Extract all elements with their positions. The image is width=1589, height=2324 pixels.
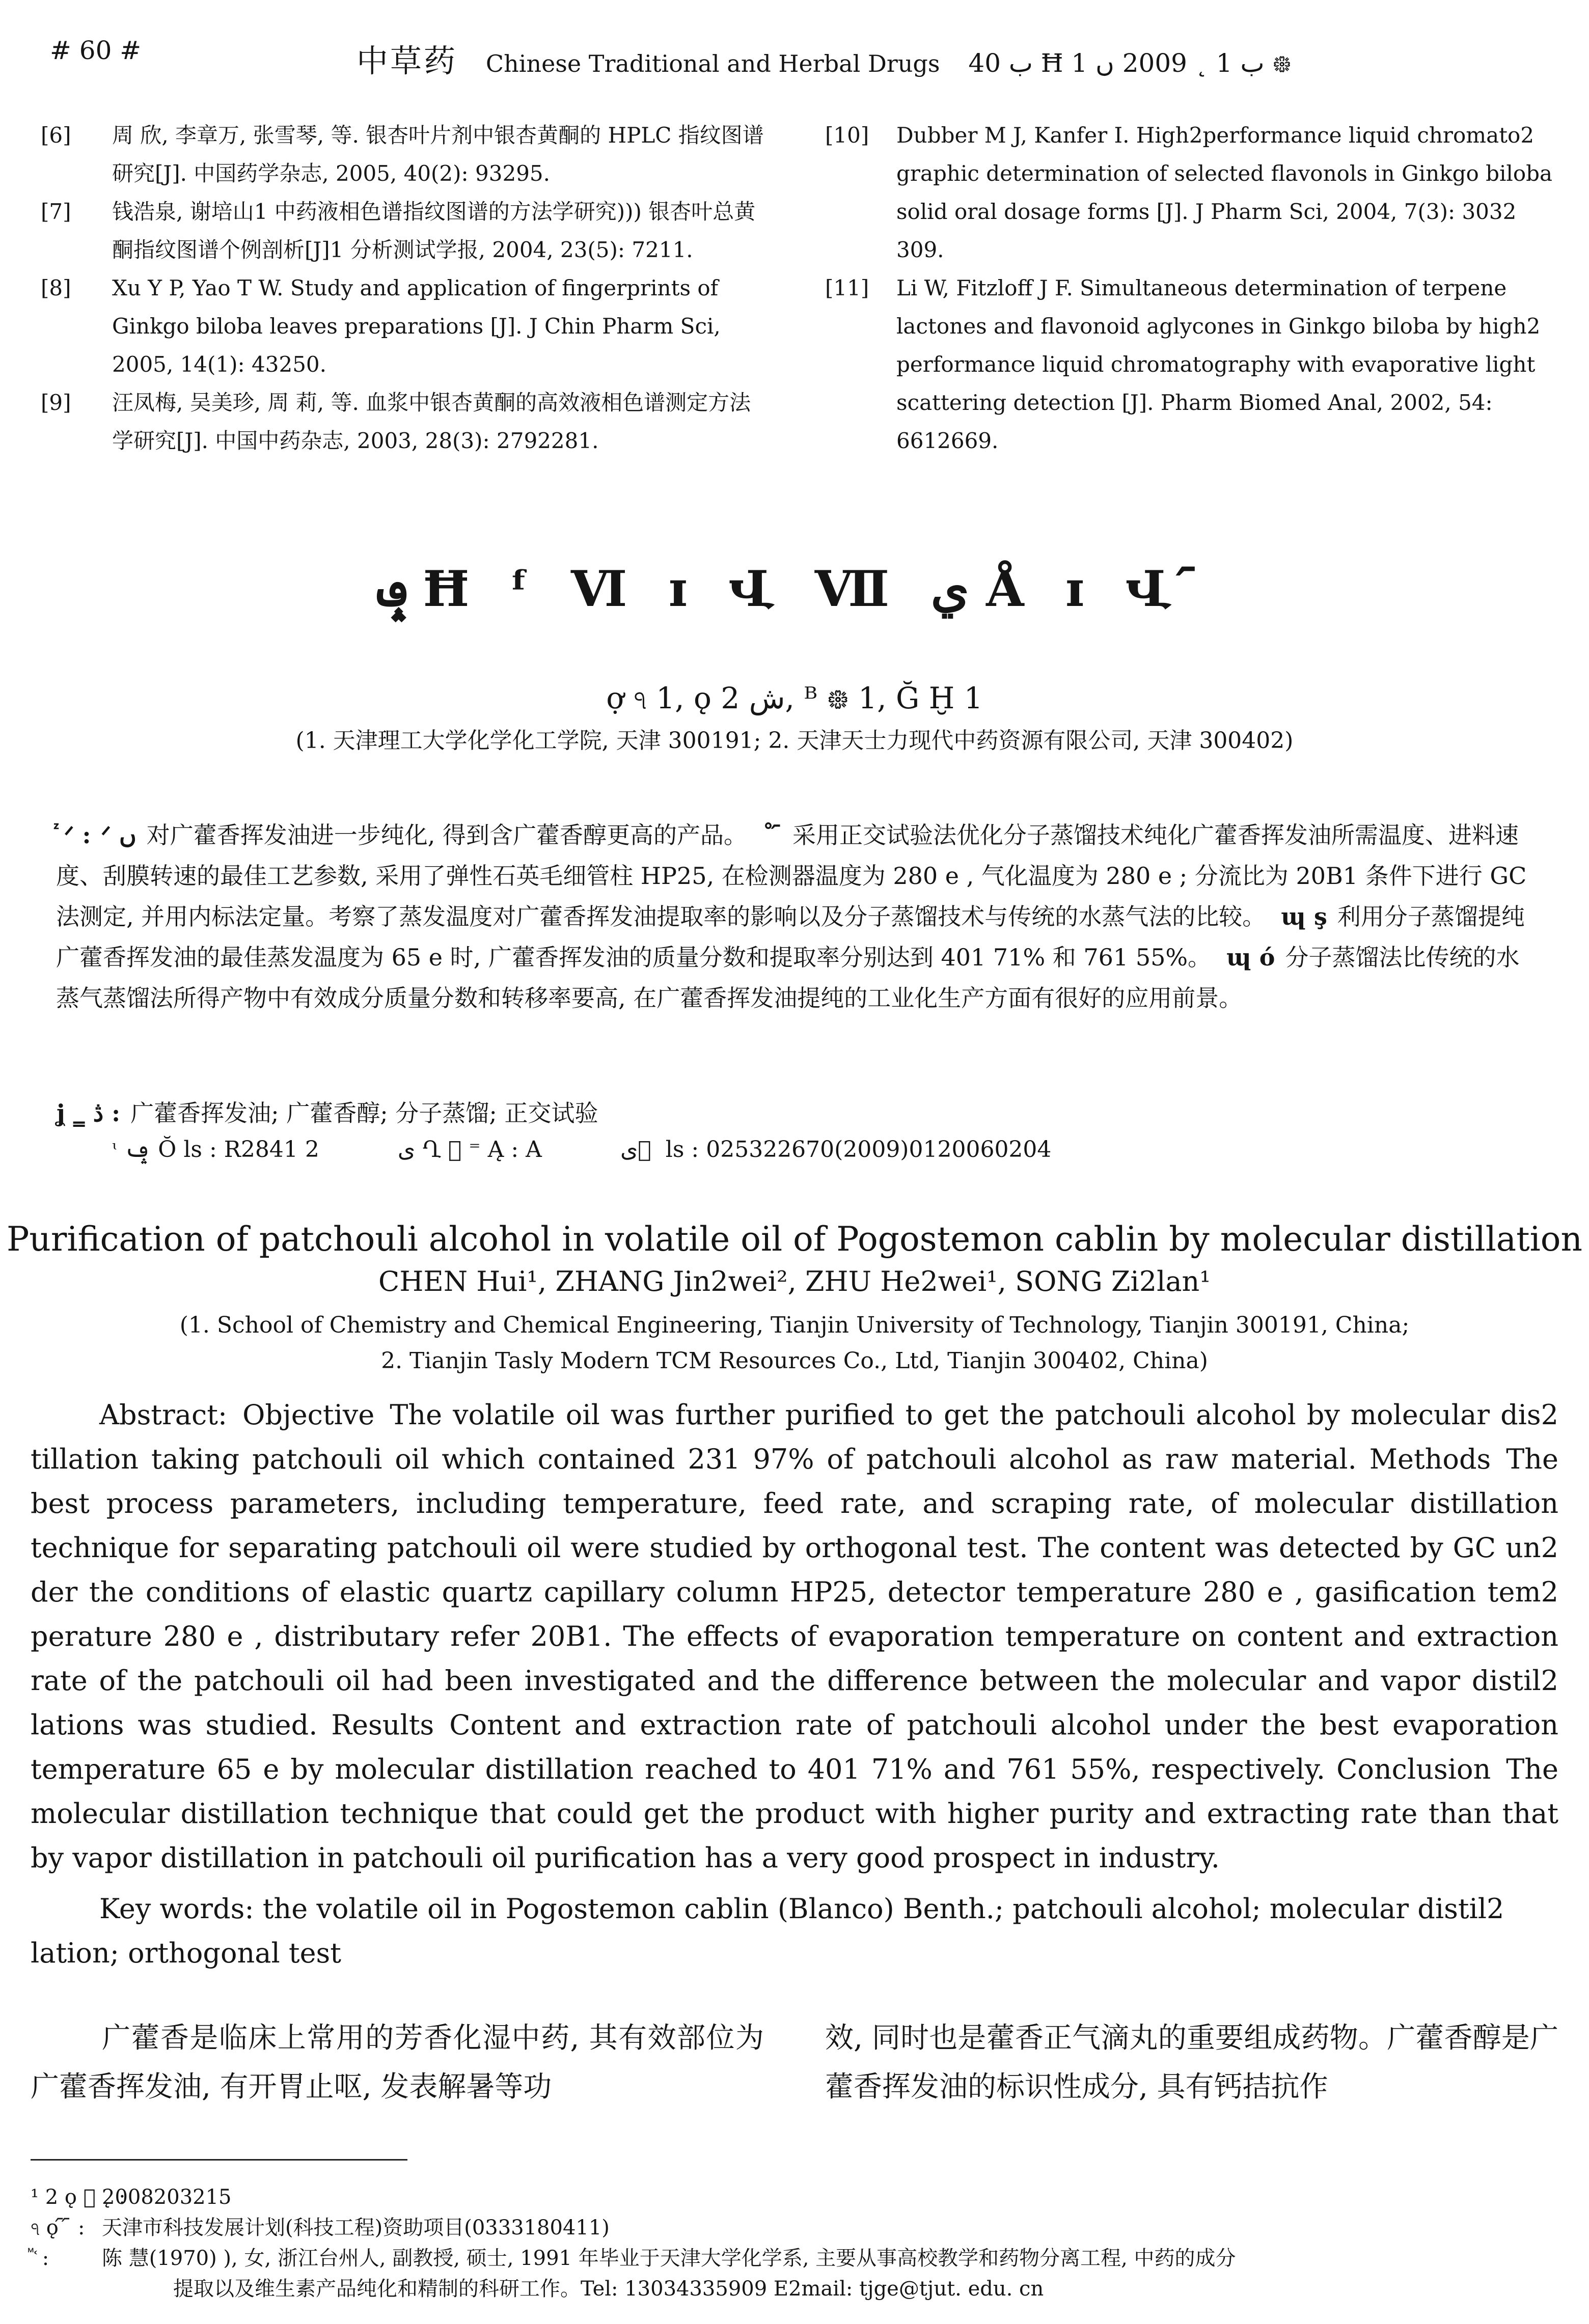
body-text-left: 广藿香是临床上常用的芳香化湿中药, 其有效部位为广藿香挥发油, 有开胃止呕, 发表解暑等功 xyxy=(31,2022,764,2104)
abstract-cn xyxy=(56,815,1533,1018)
reference-item xyxy=(825,269,1561,460)
fund-label: ঀ ǫ ᷇ ᷇ : xyxy=(31,2216,85,2239)
footnote-divider xyxy=(31,2159,407,2161)
reference-text: 汪凤梅, 吴美珍, 周 莉, 等. 血浆中银杏黄酮的高效液相色谱测定方法学研究[J]. 中国中药杂志, 2003, 28(3): 2792281. xyxy=(112,390,751,453)
keywords-label-en: Key words: xyxy=(99,1893,254,1925)
reference-number: [8] xyxy=(41,275,71,300)
reference-item xyxy=(41,383,769,460)
affiliation-en-line: (1. School of Chemistry and Chemical Engineering, Tianjin University of Technology, Tianjin 300191, China; xyxy=(179,1312,1410,1338)
conclusion-text-en: The molecular distillation technique that could get the product with higher purity and extracting rate than that by vapor distillation in patchouli oil purification has a very good prospect in industry. xyxy=(31,1753,1559,1874)
references-left-column xyxy=(41,116,769,460)
abstract-label: ᷦ ᐟ : xyxy=(56,821,91,849)
article-title-en: Purification of patchouli alcohol in volatile oil of Pogostemon cablin by molecular distillation xyxy=(6,1220,1583,1259)
reference-number: [6] xyxy=(41,123,71,148)
abstract-label-en: Abstract: xyxy=(99,1399,228,1431)
article-title-cn: ݡ Ħ ᶠ Ⅵ ɪ Վ Ⅶ ي Å ɪ Վ ᷇ xyxy=(377,560,1212,618)
keywords-en xyxy=(31,1887,1558,1975)
article-id: ى ⃞ ls : 025322670(2009)0120060204 xyxy=(620,1137,1052,1163)
footnote-fund xyxy=(31,2212,1558,2243)
affiliation-en-line: 2. Tianjin Tasly Modern TCM Resources Co., Ltd, Tianjin 300402, China) xyxy=(381,1348,1208,1374)
page-number: # 60 # xyxy=(50,36,142,65)
footnotes xyxy=(31,2182,1558,2304)
reference-text: Xu Y P, Yao T W. Study and application of fingerprints of Ginkgo biloba leaves preparations [J]. J Chin Pharm Sci, 2005, 14(1): 43250. xyxy=(112,275,721,377)
methods-text-en: The best process parameters, including temperature, feed rate, and scraping rate, of molecular distillation technique for separating patchouli oil were studied by orthogonal test. The content was detected by GC un2 der the conditions of elastic quartz capillary column HP25, detector temperature 280 e , gasification tem2 perature 280 e , distributary refer 20B1. The effects of evaporation temperature on content and extraction rate of the patchouli oil had been investigated and the difference between the molecular and vapor distil2 lations was studied. xyxy=(31,1443,1558,1741)
results-label-en: Results xyxy=(331,1709,434,1741)
references-right-column xyxy=(825,116,1561,460)
keywords-cn xyxy=(56,1095,1533,1128)
fund-text: 天津市科技发展计划(科技工程)资助项目(0333180411) xyxy=(102,2216,610,2239)
keywords-label: ʝ ‗ ڎ : xyxy=(56,1099,121,1127)
reference-text: 钱浩泉, 谢培山1 中药液相色谱指纹图谱的方法学研究))) 银杏叶总黄酮指纹图谱个例剖析[J]1 分析测试学报, 2004, 23(5): 7211. xyxy=(112,199,756,262)
reference-text: Li W, Fitzloff J F. Simultaneous determination of terpene lactones and flavonoid aglycones in Ginkgo biloba by high2 performance liquid chromatography with evaporative light scattering detection [J]. Pharm Biomed Anal, 2002, 54: 6612669. xyxy=(896,275,1541,453)
journal-name-en: Chinese Traditional and Herbal Drugs xyxy=(485,50,940,77)
reference-number: [7] xyxy=(41,199,71,224)
objective-text: 对广藿香挥发油进一步纯化, 得到含广藿香醇更高的产品。 xyxy=(146,821,748,849)
received-date: 2008203215 xyxy=(102,2185,232,2209)
reference-number: [9] xyxy=(41,390,71,415)
reference-item xyxy=(41,269,769,383)
author-list-en: CHEN Hui¹, ZHANG Jin2wei², ZHU He2wei¹, SONG Zi2lan¹ xyxy=(378,1265,1211,1297)
abstract-en xyxy=(31,1393,1558,1880)
clc-number: ᶥ ݡ Ŏ ls : R2841 2 xyxy=(112,1137,319,1163)
keywords-text: 广藿香挥发油; 广藿香醇; 分子蒸馏; 正交试验 xyxy=(130,1099,598,1127)
reference-item xyxy=(825,116,1561,269)
reference-text: Dubber M J, Kanfer I. High2performance liquid chromato2 graphic determination of selected flavonols in Ginkgo biloba solid oral dosage forms [J]. J Pharm Sci, 2004, 7(3): 3032 309. xyxy=(896,123,1553,262)
reference-item xyxy=(41,116,769,192)
journal-name-cn: 中草药 xyxy=(357,42,458,79)
classification-line xyxy=(112,1137,1538,1163)
volume-issue: ب 40 Ħ ب 1 ˛ 2009 ں 1 ᪥ xyxy=(968,48,1292,78)
footnote-author xyxy=(31,2243,1558,2274)
conclusion-text: 分子蒸馏法比传统的水蒸气蒸馏法所得产物中有效成分质量分数和转移率要高, 在广藿香挥发油提纯的工业化生产方面有很好的应用前景。 xyxy=(56,944,1520,1012)
affiliation-cn: (1. 天津理工大学化学化工学院, 天津 300191; 2. 天津天士力现代中药资源有限公司, 天津 300402) xyxy=(295,728,1294,754)
objective-text-en: The volatile oil was further purified to get the patchouli alcohol by molecular dis2 tillation taking patchouli oil which contained 231 97% of patchouli alcohol as raw material. xyxy=(31,1399,1558,1475)
author-bio-line2: 提取以及维生素产品纯化和精制的科研工作。Tel: 13034335909 E2mail: tjge@tjut. edu. cn xyxy=(173,2277,1044,2301)
author-list-cn: ợ ঀ 1, ǫ ش 2, ᴮ ᪥ 1, Ğ Ḫ 1 xyxy=(606,681,983,715)
reference-item xyxy=(41,192,769,269)
body-text-right: 效, 同时也是藿香正气滴丸的重要组成药物。广藿香醇是广藿香挥发油的标识性成分, 具有钙拮抗作 xyxy=(825,2022,1558,2104)
author-bio-line1: 陈 慧(1970) ), 女, 浙江台州人, 副教授, 硕士, 1991 年毕业于天津大学化学系, 主要从事高校教学和药物分离工程, 中药的成分 xyxy=(102,2247,1236,2270)
conclusion-label: ɰ ó xyxy=(1226,944,1275,971)
running-header xyxy=(31,30,1558,79)
objective-label-en: Objective xyxy=(242,1399,375,1431)
results-text-en: Content and extraction rate of patchouli alcohol under the best evaporation temperature 65 e by molecular distillation reached to 401 71% and 761 55%, respectively. xyxy=(31,1709,1558,1785)
reference-text: 周 欣, 李章万, 张雪琴, 等. 银杏叶片剂中银杏黄酮的 HPLC 指纹图谱研究[J]. 中国药学杂志, 2005, 40(2): 93295. xyxy=(112,123,764,186)
affiliation-en xyxy=(0,1308,1589,1379)
footnote-received xyxy=(31,2182,1558,2212)
results-text: 利用分子蒸馏提纯广藿香挥发油的最佳蒸发温度为 65 e 时, 广藿香挥发油的质量分数和提取率分别达到 401 71% 和 761 55%。 xyxy=(56,903,1525,971)
keywords-text-en: the volatile oil in Pogostemon cablin (Blanco) Benth.; patchouli alcohol; molecular distil2 lation; orthogonal test xyxy=(31,1893,1504,1969)
footnote-author-cont xyxy=(31,2274,1558,2304)
methods-text: 采用正交试验法优化分子蒸馏技术纯化广藿香挥发油所需温度、进料速度、刮膜转速的最佳工艺参数, 采用了弹性石英毛细管柱 HP25, 在检测器温度为 280 e , 气化温度为 280 e ; 分流比为 20B1 条件下进行 GC 法测定, 并用内标法定量。考察了蒸发温度对广藿香挥发油提取率的影响以及分子蒸馏技术与传统的水蒸气法的比较。 xyxy=(56,821,1527,930)
document-code: ى Ղ ⃞ ⁼ Ą : A xyxy=(397,1137,542,1163)
author-bio-label: ᷟ ᷾ : xyxy=(31,2247,49,2270)
journal-name xyxy=(357,36,1292,85)
received-label: ¹ 2 ǫ ᷟ ˛ : xyxy=(31,2185,126,2209)
results-label: ɰ ş xyxy=(1281,903,1327,930)
conclusion-label-en: Conclusion xyxy=(1336,1753,1491,1785)
methods-label-en: Methods xyxy=(1369,1443,1491,1475)
methods-label: ˚ ᷇ xyxy=(762,821,783,849)
objective-label: ᐟ ں xyxy=(101,821,136,849)
reference-number: [11] xyxy=(825,275,869,300)
reference-number: [10] xyxy=(825,123,869,148)
